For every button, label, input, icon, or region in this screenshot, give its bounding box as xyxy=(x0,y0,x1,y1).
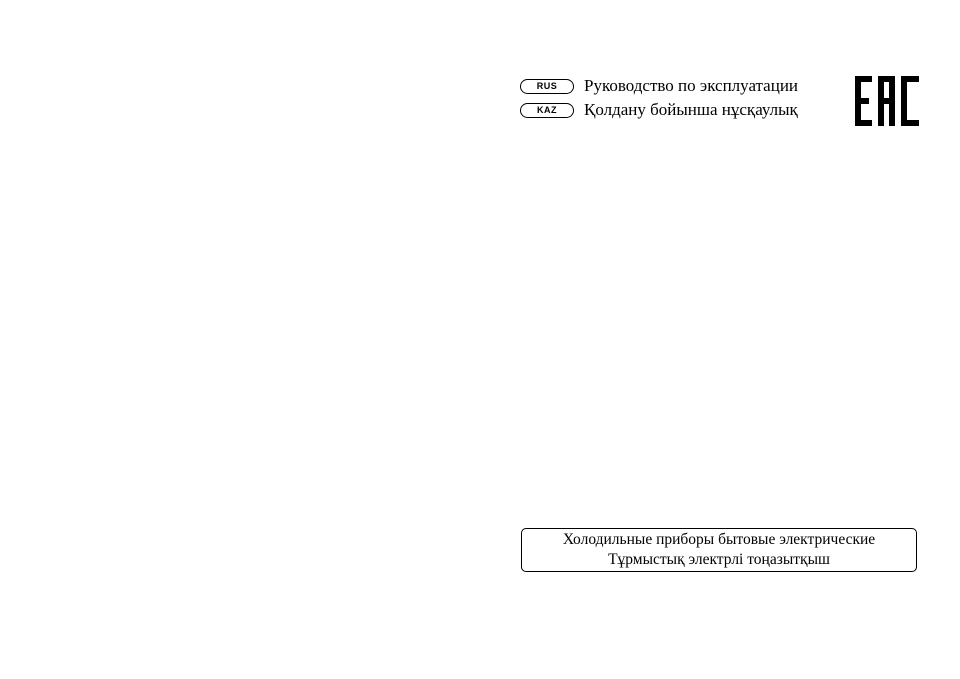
manual-title-kaz: Қолдану бойынша нұсқаулық xyxy=(584,100,798,119)
language-row-kaz xyxy=(520,100,798,120)
language-row-rus xyxy=(520,76,798,96)
language-badge-kaz: KAZ xyxy=(520,103,574,118)
manual-title-rus: Руководство по эксплуатации xyxy=(584,76,799,95)
language-title-block xyxy=(520,76,798,120)
language-badge-rus: RUS xyxy=(520,79,574,94)
product-title-ru: Холодильные приборы бытовые электрические xyxy=(562,531,876,548)
product-title-kk: Тұрмыстық электрлі тоңазытқыш xyxy=(608,551,830,568)
eac-conformity-mark-icon xyxy=(855,76,919,126)
product-title-box xyxy=(521,528,917,572)
